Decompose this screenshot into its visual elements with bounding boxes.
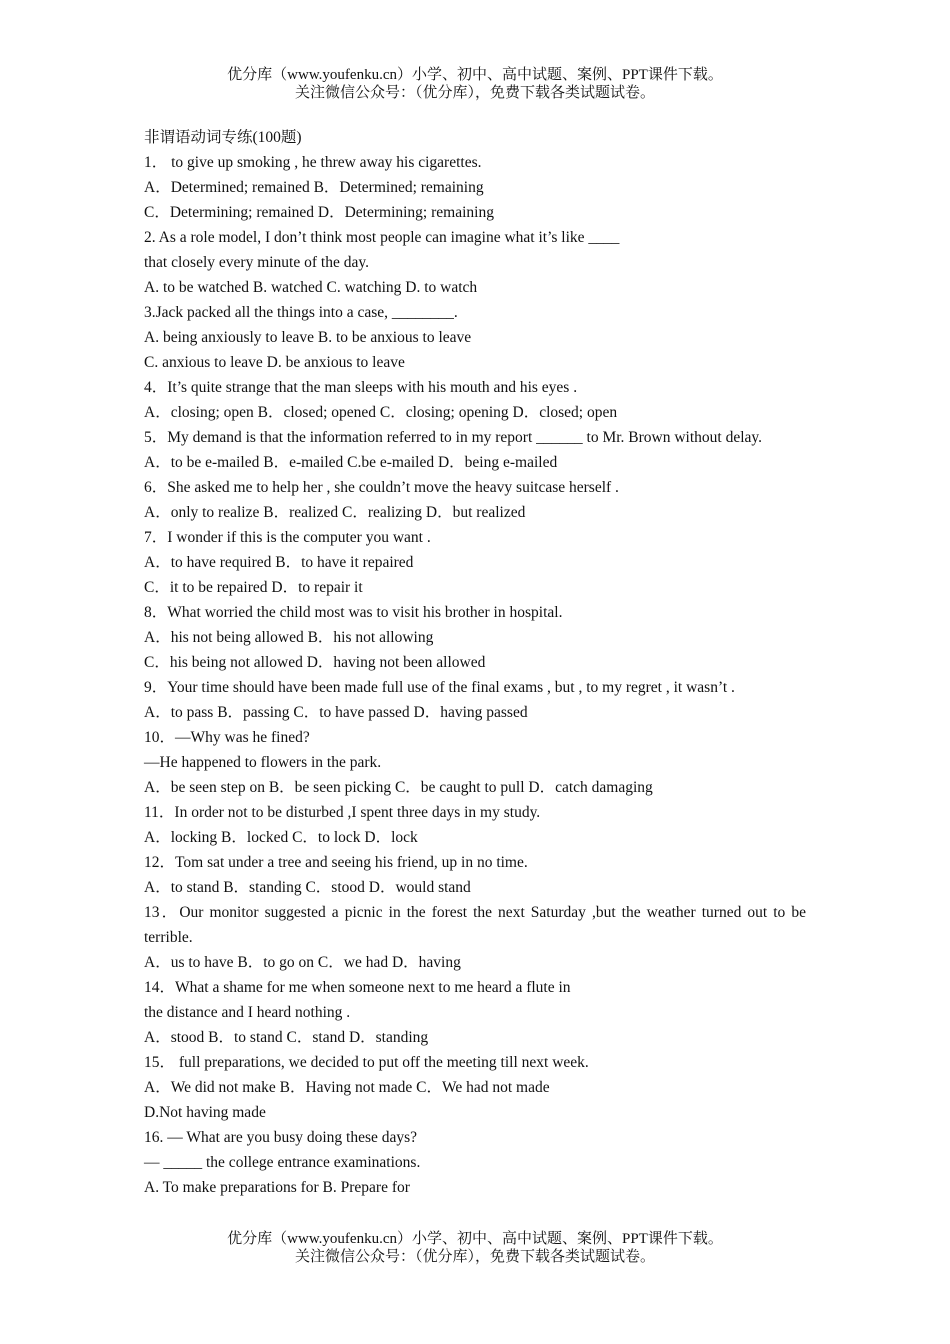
- footer-wechat-line: 关注微信公众号：（优分库），免费下载各类试题试卷。: [294, 1249, 655, 1265]
- question-8: 8．What worried the child most was to visit his brother in hospital.: [144, 604, 563, 621]
- document-title: 非谓语动词专练(100题): [144, 129, 302, 146]
- options-11: A．locking B．locked C．to lock D．lock: [144, 829, 418, 846]
- options-7-cd: C．it to be repaired D．to repair it: [144, 579, 363, 596]
- question-15: 15． full preparations, we decided to put off the meeting till next week.: [144, 1054, 589, 1071]
- options-8-cd: C．his being not allowed D．having not been allowed: [144, 654, 486, 671]
- options-13: A．us to have B．to go on C．we had D．having: [144, 954, 461, 971]
- question-10-reply: —He happened to flowers in the park.: [144, 754, 382, 771]
- options-14: A．stood B．to stand C．stand D．standing: [144, 1029, 429, 1046]
- options-7-ab: A．to have required B．to have it repaired: [144, 554, 414, 571]
- question-4: 4．It’s quite strange that the man sleeps with his mouth and his eyes .: [144, 379, 578, 396]
- question-14-cont: the distance and I heard nothing .: [144, 1004, 351, 1021]
- header-wechat-line: 关注微信公众号：（优分库），免费下载各类试题试卷。: [294, 85, 655, 101]
- options-15-d: D.Not having made: [144, 1104, 266, 1121]
- options-8-ab: A．his not being allowed B．his not allowing: [144, 629, 434, 646]
- question-11: 11．In order not to be disturbed ,I spent three days in my study.: [144, 804, 541, 821]
- question-13: 13．Our monitor suggested a picnic in the forest the next Saturday ,but the weather turned out to be terrible.: [144, 904, 806, 946]
- page-footer: [0, 1230, 950, 1266]
- options-16-ab: A. To make preparations for B. Prepare for: [144, 1179, 410, 1196]
- question-16: 16. — What are you busy doing these days?: [144, 1129, 418, 1146]
- options-15-abc: A．We did not make B．Having not made C．We had not made: [144, 1079, 550, 1096]
- options-9: A．to pass B．passing C．to have passed D．having passed: [144, 704, 528, 721]
- options-2: A. to be watched B. watched C. watching D. to watch: [144, 279, 478, 296]
- options-1-ab: A．Determined; remained B．Determined; remaining: [144, 179, 484, 196]
- question-3: 3.Jack packed all the things into a case, ________.: [144, 304, 458, 321]
- question-1: 1． to give up smoking , he threw away his cigarettes.: [144, 154, 482, 171]
- question-7: 7．I wonder if this is the computer you want .: [144, 529, 431, 546]
- question-16-reply: — _____ the college entrance examinations.: [144, 1154, 421, 1171]
- options-6: A．only to realize B．realized C．realizing D．but realized: [144, 504, 526, 521]
- exercise-content: [144, 125, 806, 1200]
- question-10: 10．—Why was he fined?: [144, 729, 310, 746]
- header-site-line: 优分库（www.youfenku.cn）小学、初中、高中试题、案例、PPT课件下载。: [227, 67, 723, 83]
- question-14: 14．What a shame for me when someone next to me heard a flute in: [144, 979, 571, 996]
- options-3-cd: C. anxious to leave D. be anxious to leave: [144, 354, 405, 371]
- options-12: A．to stand B．standing C．stood D．would stand: [144, 879, 471, 896]
- options-5: A．to be e-mailed B．e-mailed C.be e-mailed D．being e-mailed: [144, 454, 558, 471]
- options-4: A．closing; open B．closed; opened C．closing; opening D．closed; open: [144, 404, 618, 421]
- question-9: 9．Your time should have been made full use of the final exams , but , to my regret , it wasn’t .: [144, 679, 735, 696]
- question-2: 2. As a role model, I don’t think most people can imagine what it’s like ____: [144, 229, 620, 246]
- question-2-cont: that closely every minute of the day.: [144, 254, 369, 271]
- page-header: [0, 66, 950, 102]
- options-3-ab: A. being anxiously to leave B. to be anxious to leave: [144, 329, 472, 346]
- options-10: A．be seen step on B．be seen picking C．be caught to pull D．catch damaging: [144, 779, 653, 796]
- options-1-cd: C．Determining; remained D．Determining; remaining: [144, 204, 494, 221]
- question-5: 5．My demand is that the information referred to in my report ______ to Mr. Brown without delay.: [144, 429, 763, 446]
- question-12: 12．Tom sat under a tree and seeing his friend, up in no time.: [144, 854, 528, 871]
- footer-site-line: 优分库（www.youfenku.cn）小学、初中、高中试题、案例、PPT课件下载。: [227, 1231, 723, 1247]
- question-6: 6．She asked me to help her , she couldn’t move the heavy suitcase herself .: [144, 479, 619, 496]
